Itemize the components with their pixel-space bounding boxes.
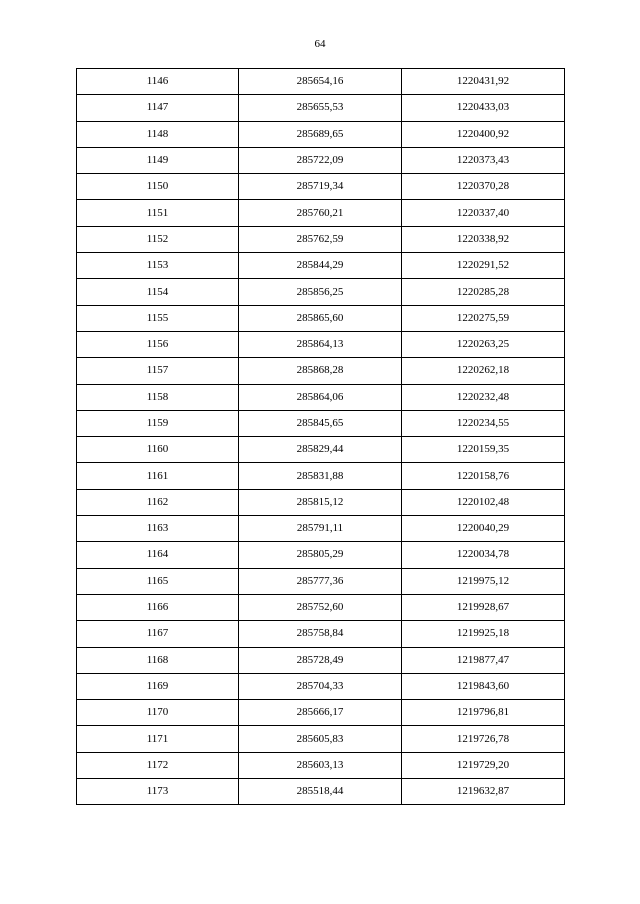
table-row <box>77 752 565 778</box>
x-coordinate-cell: 285829,44 <box>239 437 402 463</box>
x-coordinate-cell: 285805,29 <box>239 542 402 568</box>
y-coordinate-cell: 1219726,78 <box>402 726 565 752</box>
y-coordinate-cell: 1219843,60 <box>402 673 565 699</box>
table-row <box>77 673 565 699</box>
table-row <box>77 147 565 173</box>
table-row <box>77 95 565 121</box>
table-row <box>77 437 565 463</box>
point-number-cell: 1151 <box>77 200 239 226</box>
x-coordinate-cell: 285845,65 <box>239 410 402 436</box>
point-number-cell: 1171 <box>77 726 239 752</box>
y-coordinate-cell: 1220232,48 <box>402 384 565 410</box>
table-row <box>77 279 565 305</box>
y-coordinate-cell: 1220034,78 <box>402 542 565 568</box>
y-coordinate-cell: 1220431,92 <box>402 69 565 95</box>
table-row <box>77 226 565 252</box>
y-coordinate-cell: 1220291,52 <box>402 253 565 279</box>
point-number-cell: 1158 <box>77 384 239 410</box>
point-number-cell: 1157 <box>77 358 239 384</box>
y-coordinate-cell: 1220159,35 <box>402 437 565 463</box>
x-coordinate-cell: 285815,12 <box>239 489 402 515</box>
y-coordinate-cell: 1220263,25 <box>402 331 565 357</box>
point-number-cell: 1146 <box>77 69 239 95</box>
point-number-cell: 1161 <box>77 463 239 489</box>
y-coordinate-cell: 1220338,92 <box>402 226 565 252</box>
x-coordinate-cell: 285791,11 <box>239 516 402 542</box>
table-row <box>77 647 565 673</box>
x-coordinate-cell: 285831,88 <box>239 463 402 489</box>
x-coordinate-cell: 285865,60 <box>239 305 402 331</box>
y-coordinate-cell: 1220400,92 <box>402 121 565 147</box>
table-row <box>77 384 565 410</box>
x-coordinate-cell: 285689,65 <box>239 121 402 147</box>
point-number-cell: 1166 <box>77 594 239 620</box>
table-row <box>77 700 565 726</box>
x-coordinate-cell: 285762,59 <box>239 226 402 252</box>
table-row <box>77 594 565 620</box>
x-coordinate-cell: 285864,13 <box>239 331 402 357</box>
point-number-cell: 1156 <box>77 331 239 357</box>
table-row <box>77 200 565 226</box>
y-coordinate-cell: 1220040,29 <box>402 516 565 542</box>
point-number-cell: 1168 <box>77 647 239 673</box>
table-row <box>77 174 565 200</box>
y-coordinate-cell: 1219729,20 <box>402 752 565 778</box>
y-coordinate-cell: 1220102,48 <box>402 489 565 515</box>
point-number-cell: 1172 <box>77 752 239 778</box>
point-number-cell: 1164 <box>77 542 239 568</box>
point-number-cell: 1173 <box>77 779 239 805</box>
table-row <box>77 568 565 594</box>
x-coordinate-cell: 285856,25 <box>239 279 402 305</box>
table-row <box>77 410 565 436</box>
y-coordinate-cell: 1219877,47 <box>402 647 565 673</box>
x-coordinate-cell: 285728,49 <box>239 647 402 673</box>
x-coordinate-cell: 285864,06 <box>239 384 402 410</box>
x-coordinate-cell: 285719,34 <box>239 174 402 200</box>
point-number-cell: 1155 <box>77 305 239 331</box>
y-coordinate-cell: 1220158,76 <box>402 463 565 489</box>
x-coordinate-cell: 285868,28 <box>239 358 402 384</box>
table-row <box>77 542 565 568</box>
y-coordinate-cell: 1220373,43 <box>402 147 565 173</box>
y-coordinate-cell: 1219796,81 <box>402 700 565 726</box>
x-coordinate-cell: 285704,33 <box>239 673 402 699</box>
x-coordinate-cell: 285844,29 <box>239 253 402 279</box>
coordinates-table-body <box>77 69 565 805</box>
table-row <box>77 726 565 752</box>
y-coordinate-cell: 1219975,12 <box>402 568 565 594</box>
table-row <box>77 121 565 147</box>
y-coordinate-cell: 1220285,28 <box>402 279 565 305</box>
point-number-cell: 1163 <box>77 516 239 542</box>
table-row <box>77 358 565 384</box>
x-coordinate-cell: 285752,60 <box>239 594 402 620</box>
table-row <box>77 253 565 279</box>
x-coordinate-cell: 285605,83 <box>239 726 402 752</box>
x-coordinate-cell: 285518,44 <box>239 779 402 805</box>
x-coordinate-cell: 285655,53 <box>239 95 402 121</box>
x-coordinate-cell: 285758,84 <box>239 621 402 647</box>
table-row <box>77 463 565 489</box>
point-number-cell: 1153 <box>77 253 239 279</box>
x-coordinate-cell: 285777,36 <box>239 568 402 594</box>
point-number-cell: 1147 <box>77 95 239 121</box>
table-row <box>77 305 565 331</box>
point-number-cell: 1160 <box>77 437 239 463</box>
table-row <box>77 516 565 542</box>
y-coordinate-cell: 1220275,59 <box>402 305 565 331</box>
y-coordinate-cell: 1219632,87 <box>402 779 565 805</box>
point-number-cell: 1150 <box>77 174 239 200</box>
point-number-cell: 1167 <box>77 621 239 647</box>
y-coordinate-cell: 1220370,28 <box>402 174 565 200</box>
y-coordinate-cell: 1220234,55 <box>402 410 565 436</box>
table-row <box>77 489 565 515</box>
point-number-cell: 1154 <box>77 279 239 305</box>
point-number-cell: 1165 <box>77 568 239 594</box>
x-coordinate-cell: 285722,09 <box>239 147 402 173</box>
y-coordinate-cell: 1220337,40 <box>402 200 565 226</box>
y-coordinate-cell: 1219925,18 <box>402 621 565 647</box>
x-coordinate-cell: 285760,21 <box>239 200 402 226</box>
table-row <box>77 331 565 357</box>
x-coordinate-cell: 285603,13 <box>239 752 402 778</box>
point-number-cell: 1162 <box>77 489 239 515</box>
coordinates-table <box>76 68 565 805</box>
point-number-cell: 1170 <box>77 700 239 726</box>
point-number-cell: 1159 <box>77 410 239 436</box>
point-number-cell: 1152 <box>77 226 239 252</box>
table-row <box>77 69 565 95</box>
point-number-cell: 1169 <box>77 673 239 699</box>
page-number: 64 <box>314 38 326 50</box>
table-row <box>77 621 565 647</box>
x-coordinate-cell: 285654,16 <box>239 69 402 95</box>
y-coordinate-cell: 1219928,67 <box>402 594 565 620</box>
point-number-cell: 1149 <box>77 147 239 173</box>
x-coordinate-cell: 285666,17 <box>239 700 402 726</box>
y-coordinate-cell: 1220262,18 <box>402 358 565 384</box>
y-coordinate-cell: 1220433,03 <box>402 95 565 121</box>
table-row <box>77 779 565 805</box>
point-number-cell: 1148 <box>77 121 239 147</box>
